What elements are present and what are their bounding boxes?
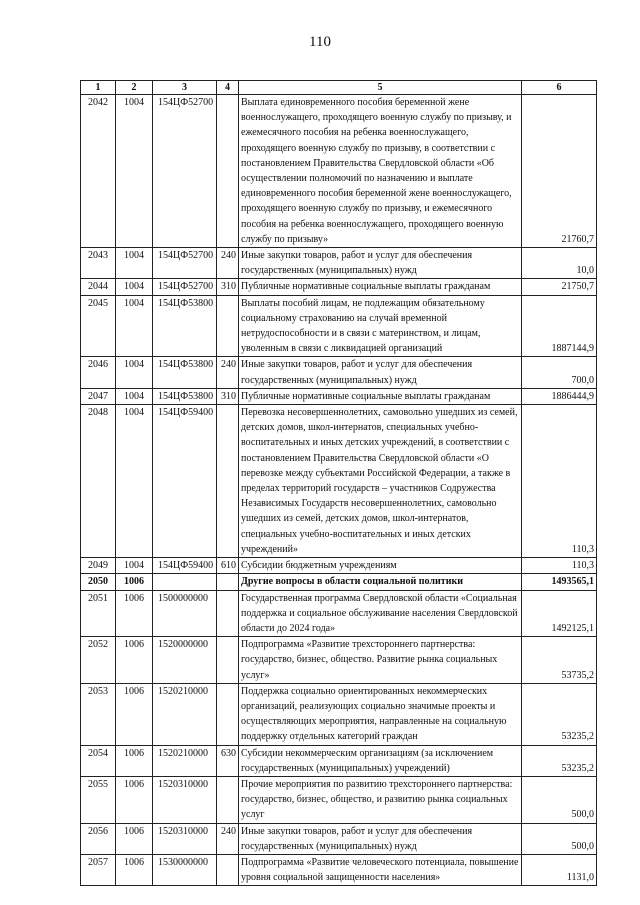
expense-type-code: 610 — [217, 558, 239, 574]
expense-type-code: 310 — [217, 388, 239, 404]
section-code: 1004 — [116, 295, 153, 357]
table-row — [81, 745, 597, 776]
item-name: Прочие мероприятия по развитию трехстороннего партнерства: государство, бизнес, общество, и развитию рынка социальных услуг — [239, 776, 522, 823]
target-article-code: 154ЦФ52700 — [153, 95, 217, 248]
item-name: Перевозка несовершеннолетних, самовольно ушедших из семей, детских домов, школ-интернатов, специальных учебно-воспитательных и иных детских учреждений, в соответствии с постановлением Правительства Свердловской области «О перевозке между субъектами Российской Федерации, а также в пределах территорий государств – участников Содружества Независимых Государств несовершеннолетних, самовольно ушедших из семей, детских домов, школ-интернатов, специальных учебно-воспитательных и иных детских учреждений» — [239, 405, 522, 558]
amount: 110,3 — [522, 558, 597, 574]
table-row — [81, 95, 597, 248]
row-number: 2051 — [81, 590, 116, 637]
target-article-code: 1500000000 — [153, 590, 217, 637]
item-name: Субсидии некоммерческим организациям (за исключением государственных (муниципальных) учреждений) — [239, 745, 522, 776]
target-article-code — [153, 574, 217, 590]
amount: 1492125,1 — [522, 590, 597, 637]
expense-type-code — [217, 405, 239, 558]
target-article-code: 154ЦФ59400 — [153, 405, 217, 558]
row-number: 2044 — [81, 279, 116, 295]
target-article-code: 154ЦФ59400 — [153, 558, 217, 574]
item-name: Публичные нормативные социальные выплаты гражданам — [239, 388, 522, 404]
row-number: 2052 — [81, 637, 116, 684]
amount: 21760,7 — [522, 95, 597, 248]
table-row — [81, 683, 597, 745]
amount: 1493565,1 — [522, 574, 597, 590]
header-row — [81, 81, 597, 95]
section-code: 1006 — [116, 823, 153, 854]
item-name: Другие вопросы в области социальной политики — [239, 574, 522, 590]
item-name: Подпрограмма «Развитие трехстороннего партнерства: государство, бизнес, общество. Развитие рынка социальных услуг» — [239, 637, 522, 684]
table-row — [81, 574, 597, 590]
item-name: Иные закупки товаров, работ и услуг для обеспечения государственных (муниципальных) нужд — [239, 823, 522, 854]
item-name: Выплата единовременного пособия беременной жене военнослужащего, проходящего военную службу по призыву, и ежемесячного пособия на ребенка военнослужащего, проходящего военную службу по призыву, в соответствии с постановлением Правительства Свердловской области «Об осуществлении полномочий по назначению и выплате единовременного пособия беременной жене военнослужащего, проходящего военную службу по призыву, и ежемесячного пособия на ребенка военнослужащего, проходящего военную службу по призыву» — [239, 95, 522, 248]
amount: 110,3 — [522, 405, 597, 558]
section-code: 1004 — [116, 357, 153, 388]
row-number: 2056 — [81, 823, 116, 854]
table-row — [81, 590, 597, 637]
target-article-code: 154ЦФ53800 — [153, 357, 217, 388]
target-article-code: 1520000000 — [153, 637, 217, 684]
amount: 500,0 — [522, 823, 597, 854]
header-col-5: 5 — [239, 81, 522, 95]
expense-type-code — [217, 854, 239, 885]
section-code: 1004 — [116, 558, 153, 574]
item-name: Поддержка социально ориентированных некоммерческих организаций, реализующих социально значимые проекты и осуществляющих мероприятия, направленные на социальную поддержку отдельных категорий граждан — [239, 683, 522, 745]
item-name: Подпрограмма «Развитие человеческого потенциала, повышение уровня социальной защищенности населения» — [239, 854, 522, 885]
table-row — [81, 279, 597, 295]
section-code: 1004 — [116, 248, 153, 279]
table-row — [81, 823, 597, 854]
expense-type-code: 240 — [217, 357, 239, 388]
expense-type-code: 240 — [217, 823, 239, 854]
table-row — [81, 854, 597, 885]
row-number: 2050 — [81, 574, 116, 590]
row-number: 2053 — [81, 683, 116, 745]
header-col-4: 4 — [217, 81, 239, 95]
target-article-code: 1520210000 — [153, 745, 217, 776]
item-name: Публичные нормативные социальные выплаты гражданам — [239, 279, 522, 295]
section-code: 1006 — [116, 590, 153, 637]
item-name: Выплаты пособий лицам, не подлежащим обязательному социальному страхованию на случай временной нетрудоспособности и в связи с материнством, и лицам, уволенным в связи с ликвидацией организаций — [239, 295, 522, 357]
amount: 1886444,9 — [522, 388, 597, 404]
target-article-code: 154ЦФ53800 — [153, 388, 217, 404]
expense-type-code — [217, 683, 239, 745]
amount: 700,0 — [522, 357, 597, 388]
row-number: 2045 — [81, 295, 116, 357]
target-article-code: 1520310000 — [153, 823, 217, 854]
amount: 53235,2 — [522, 745, 597, 776]
table-row — [81, 405, 597, 558]
target-article-code: 154ЦФ52700 — [153, 248, 217, 279]
target-article-code: 154ЦФ53800 — [153, 295, 217, 357]
item-name: Государственная программа Свердловской области «Социальная поддержка и социальное обслуживание населения Свердловской области до 2024 года» — [239, 590, 522, 637]
section-code: 1004 — [116, 95, 153, 248]
expense-type-code — [217, 637, 239, 684]
section-code: 1004 — [116, 388, 153, 404]
section-code: 1006 — [116, 854, 153, 885]
header-col-3: 3 — [153, 81, 217, 95]
section-code: 1006 — [116, 683, 153, 745]
row-number: 2049 — [81, 558, 116, 574]
expense-type-code — [217, 590, 239, 637]
header-col-6: 6 — [522, 81, 597, 95]
item-name: Иные закупки товаров, работ и услуг для обеспечения государственных (муниципальных) нужд — [239, 357, 522, 388]
table-row — [81, 637, 597, 684]
row-number: 2057 — [81, 854, 116, 885]
header-col-2: 2 — [116, 81, 153, 95]
target-article-code: 1520210000 — [153, 683, 217, 745]
target-article-code: 1530000000 — [153, 854, 217, 885]
amount: 500,0 — [522, 776, 597, 823]
amount: 21750,7 — [522, 279, 597, 295]
row-number: 2043 — [81, 248, 116, 279]
row-number: 2042 — [81, 95, 116, 248]
table-row — [81, 357, 597, 388]
budget-table — [80, 80, 597, 886]
expense-type-code — [217, 574, 239, 590]
row-number: 2046 — [81, 357, 116, 388]
section-code: 1004 — [116, 279, 153, 295]
expense-type-code: 240 — [217, 248, 239, 279]
section-code: 1006 — [116, 574, 153, 590]
row-number: 2047 — [81, 388, 116, 404]
section-code: 1006 — [116, 776, 153, 823]
expense-type-code — [217, 776, 239, 823]
section-code: 1006 — [116, 745, 153, 776]
expense-type-code: 310 — [217, 279, 239, 295]
amount: 1131,0 — [522, 854, 597, 885]
table-body — [81, 95, 597, 886]
row-number: 2048 — [81, 405, 116, 558]
table-row — [81, 388, 597, 404]
amount: 53735,2 — [522, 637, 597, 684]
table-row — [81, 558, 597, 574]
table-row — [81, 776, 597, 823]
row-number: 2054 — [81, 745, 116, 776]
table-row — [81, 248, 597, 279]
item-name: Иные закупки товаров, работ и услуг для обеспечения государственных (муниципальных) нужд — [239, 248, 522, 279]
page-number: 110 — [309, 34, 331, 50]
amount: 53235,2 — [522, 683, 597, 745]
target-article-code: 154ЦФ52700 — [153, 279, 217, 295]
row-number: 2055 — [81, 776, 116, 823]
section-code: 1004 — [116, 405, 153, 558]
target-article-code: 1520310000 — [153, 776, 217, 823]
amount: 1887144,9 — [522, 295, 597, 357]
item-name: Субсидии бюджетным учреждениям — [239, 558, 522, 574]
section-code: 1006 — [116, 637, 153, 684]
expense-type-code — [217, 95, 239, 248]
header-col-1: 1 — [81, 81, 116, 95]
expense-type-code: 630 — [217, 745, 239, 776]
amount: 10,0 — [522, 248, 597, 279]
table-row — [81, 295, 597, 357]
expense-type-code — [217, 295, 239, 357]
